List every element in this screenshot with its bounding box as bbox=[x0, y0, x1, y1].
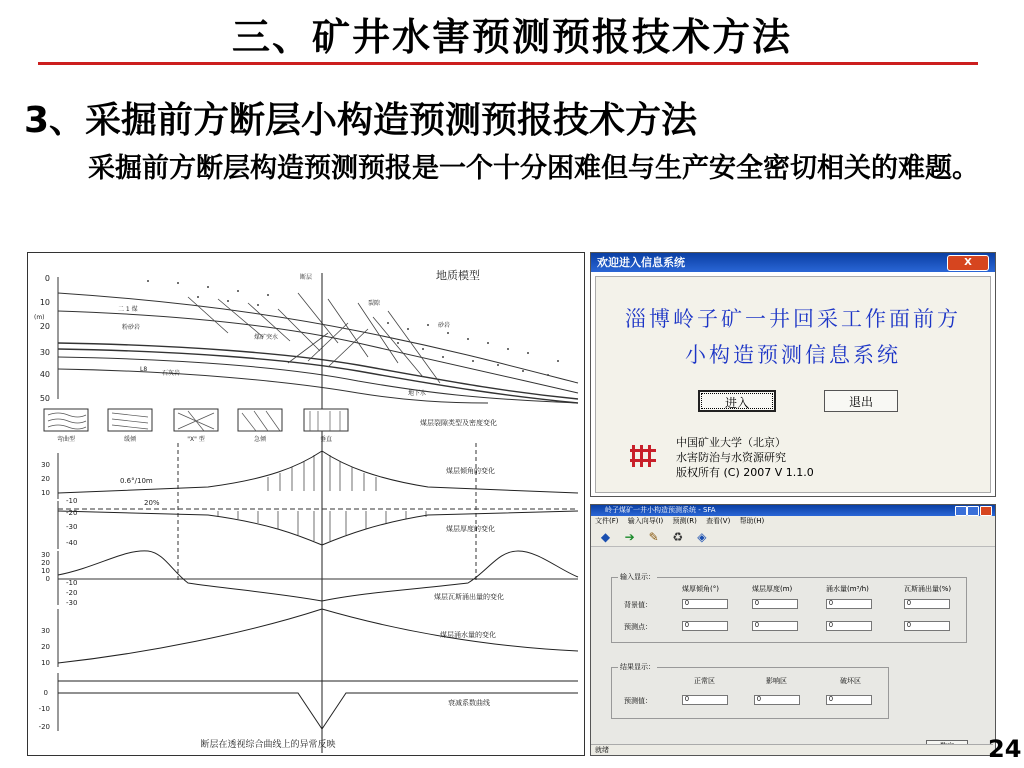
result-damaged-field[interactable] bbox=[826, 695, 872, 705]
input-group bbox=[611, 573, 967, 643]
depth-unit: (m) bbox=[34, 314, 45, 321]
label-siltstone: 粉砂岩 bbox=[122, 324, 141, 331]
col-thickness: 煤层厚度(m) bbox=[752, 585, 793, 593]
background-water-input[interactable] bbox=[826, 599, 872, 609]
result-group bbox=[611, 663, 889, 719]
thick-tick: -10 bbox=[66, 497, 78, 505]
predict-value-label: 预测值： bbox=[624, 697, 652, 705]
water-tick: 20 bbox=[41, 643, 50, 651]
atten-tick: -20 bbox=[38, 723, 50, 731]
water-tick: 10 bbox=[41, 659, 50, 667]
gas-tick: 30 bbox=[41, 551, 50, 559]
row-label-water: 煤层涌水量的变化 bbox=[440, 631, 496, 639]
gas-tick: -10 bbox=[66, 579, 78, 587]
info-line: 水害防治与水资源研究 bbox=[676, 451, 786, 464]
app-titlebar bbox=[591, 505, 995, 516]
diamond-icon[interactable]: ◆ bbox=[600, 530, 611, 544]
gas-tick: -30 bbox=[66, 599, 78, 607]
thick-tick: -40 bbox=[66, 539, 78, 547]
label-outburst: 煤矿突水 bbox=[254, 334, 279, 341]
predict-gas-input[interactable] bbox=[904, 621, 950, 631]
depth-tick: 20 bbox=[39, 322, 50, 331]
col-water: 涌水量(m³/h) bbox=[826, 585, 869, 593]
slide-title: 三、矿井水害预测预报技术方法 bbox=[231, 15, 792, 59]
percent-label: 20% bbox=[144, 499, 160, 507]
import-icon[interactable]: ➔ bbox=[624, 530, 635, 544]
info-line: 中国矿业大学（北京） bbox=[676, 436, 786, 449]
close-button[interactable] bbox=[947, 255, 989, 271]
label-limestone: 石灰岩 bbox=[162, 370, 181, 377]
label-groundwater: 地下水 bbox=[408, 390, 427, 397]
close-icon[interactable] bbox=[980, 506, 992, 516]
app-window bbox=[590, 504, 996, 756]
dip-tick: 20 bbox=[41, 475, 50, 483]
system-title-line1: 淄博岭子矿一井回采工作面前方 bbox=[625, 307, 961, 331]
depth-tick: 50 bbox=[39, 394, 50, 403]
gradient-label: 0.6°/10m bbox=[120, 477, 153, 485]
exit-button[interactable]: 退出 bbox=[824, 390, 898, 412]
university-logo-icon bbox=[630, 443, 656, 469]
menu-predict[interactable]: 预测(R) bbox=[672, 517, 697, 525]
gas-tick: 20 bbox=[41, 559, 50, 567]
fracture-type: 缓倾 bbox=[123, 436, 137, 443]
gas-tick: 0 bbox=[45, 575, 50, 583]
dip-tick: 30 bbox=[41, 461, 50, 469]
col-affected-zone: 影响区 bbox=[766, 677, 787, 685]
info-line: 版权所有 (C) 2007 V 1.1.0 bbox=[676, 466, 814, 479]
predict-water-input[interactable] bbox=[826, 621, 872, 631]
fracture-type: 急倾 bbox=[253, 436, 267, 443]
welcome-titlebar bbox=[591, 253, 995, 272]
menu-help[interactable]: 帮助(H) bbox=[739, 517, 765, 525]
dip-tick: 10 bbox=[41, 489, 50, 497]
row-label-fracture-density: 煤层裂隙类型及密度变化 bbox=[420, 419, 497, 427]
recycle-icon[interactable]: ♻ bbox=[672, 530, 684, 544]
title-divider bbox=[38, 62, 978, 65]
menu-view[interactable]: 查看(V) bbox=[706, 517, 731, 525]
row-label-attenuation: 衰减系数曲线 bbox=[448, 699, 490, 707]
fracture-type: 弯曲型 bbox=[56, 436, 76, 443]
status-bar: 就绪 bbox=[591, 744, 993, 755]
gas-tick: -20 bbox=[66, 589, 78, 597]
close-icon: X bbox=[964, 257, 972, 268]
result-affected-field[interactable] bbox=[754, 695, 800, 705]
thick-tick: -20 bbox=[66, 509, 78, 517]
system-title-line2: 小构造预测信息系统 bbox=[685, 343, 901, 367]
row-label-thickness: 煤层厚度的变化 bbox=[446, 525, 495, 533]
menu-input-wizard[interactable]: 输入向导(I) bbox=[627, 517, 664, 525]
predict-point-label: 预测点： bbox=[624, 623, 652, 631]
welcome-dialog bbox=[590, 252, 996, 497]
fracture-type: 垂直 bbox=[319, 436, 333, 443]
predict-dip-input[interactable] bbox=[682, 621, 728, 631]
col-damaged-zone: 破坏区 bbox=[840, 677, 861, 685]
welcome-body bbox=[595, 276, 991, 493]
background-gas-input[interactable] bbox=[904, 599, 950, 609]
slide-subtitle: 3、采掘前方断层小构造预测预报技术方法 bbox=[24, 100, 698, 141]
enter-button[interactable]: 进入 bbox=[698, 390, 776, 412]
figure-caption: 断层在透视综合曲线上的异常反映 bbox=[200, 740, 336, 750]
menu-bar bbox=[591, 516, 995, 526]
toolbar bbox=[591, 526, 995, 547]
edit-icon[interactable]: ✎ bbox=[648, 530, 659, 544]
minimize-icon[interactable] bbox=[955, 506, 967, 516]
background-dip-input[interactable] bbox=[682, 599, 728, 609]
water-tick: 30 bbox=[41, 627, 50, 635]
slide-paragraph: 采掘前方断层构造预测预报是一个十分困难但与生产安全密切相关的难题。 bbox=[88, 153, 979, 184]
depth-tick: 30 bbox=[39, 348, 50, 357]
label-coal2: 二 1 煤 bbox=[118, 306, 138, 313]
maximize-icon[interactable] bbox=[967, 506, 979, 516]
label-l8: L8 bbox=[140, 366, 148, 373]
copyright-info bbox=[676, 435, 814, 480]
welcome-caption: 欢迎进入信息系统 bbox=[597, 256, 685, 269]
depth-tick: 0 bbox=[44, 274, 50, 283]
label-fault: 断层 bbox=[300, 274, 313, 281]
label-fracture: 裂隙 bbox=[368, 300, 381, 307]
result-group-title: 结果显示： bbox=[620, 663, 655, 671]
atten-tick: 0 bbox=[43, 689, 48, 697]
atten-tick: -10 bbox=[38, 705, 50, 713]
eye-icon[interactable]: ◈ bbox=[697, 530, 707, 544]
col-gas: 瓦斯涌出量(%) bbox=[904, 585, 952, 593]
background-thickness-input[interactable] bbox=[752, 599, 798, 609]
fracture-type: "X" 型 bbox=[187, 436, 205, 443]
input-group-title: 输入显示： bbox=[620, 573, 655, 581]
geology-figure bbox=[27, 252, 585, 756]
thick-tick: -30 bbox=[66, 523, 78, 531]
label-sandstone: 砂岩 bbox=[438, 322, 451, 329]
model-title: 地质模型 bbox=[436, 269, 480, 282]
app-caption: 岭子煤矿一井小构造预测系统 - SFA bbox=[605, 506, 716, 514]
depth-tick: 10 bbox=[39, 298, 50, 307]
page-number: 24 bbox=[988, 735, 1022, 763]
menu-file[interactable]: 文件(F) bbox=[595, 517, 619, 525]
gas-tick: 10 bbox=[41, 567, 50, 575]
background-label: 背景值： bbox=[624, 601, 652, 609]
depth-tick: 40 bbox=[39, 370, 50, 379]
row-label-dip: 煤层倾角的变化 bbox=[446, 467, 495, 475]
predict-thickness-input[interactable] bbox=[752, 621, 798, 631]
row-label-gas: 煤层瓦斯涌出量的变化 bbox=[434, 593, 504, 601]
col-dip-angle: 煤厚倾角(°) bbox=[682, 585, 719, 593]
result-normal-field[interactable] bbox=[682, 695, 728, 705]
col-normal-zone: 正常区 bbox=[694, 677, 715, 685]
